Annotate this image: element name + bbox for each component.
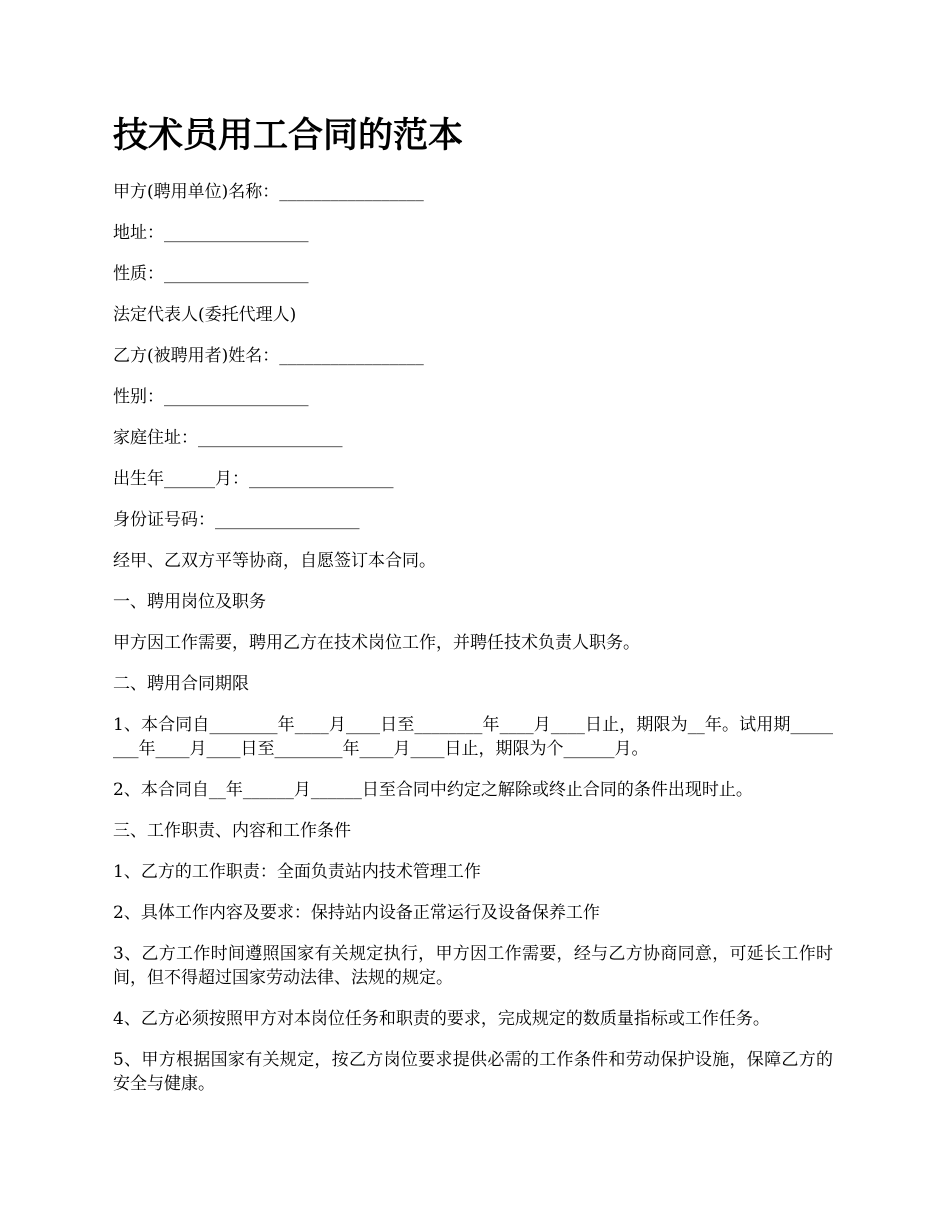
party-b-name: 乙方(被聘用者)姓名：_________________ [113, 346, 424, 366]
section-heading-2: 二、聘用合同期限 [113, 674, 249, 694]
section-3-clause-5: 5、甲方根据国家有关规定，按乙方岗位要求提供必需的工作条件和劳动保护设施，保障乙方的安全与健康。 [113, 1050, 833, 1094]
legal-representative: 法定代表人(委托代理人) [113, 305, 297, 325]
section-3-clause-1: 1、乙方的工作职责：全面负责站内技术管理工作 [113, 862, 481, 882]
party-b-id-number: 身份证号码：_________________ [113, 510, 360, 530]
section-2-clause-1: 1、本合同自________年____月____日至________年____月____日止，期限为__年。试用期________年____月____日至________年____月____日止，期限为个______月。 [113, 715, 833, 759]
section-heading-1: 一、聘用岗位及职务 [113, 592, 266, 612]
party-a-address: 地址：_________________ [113, 223, 309, 243]
section-2-clause-2: 2、本合同自__年______月______日至合同中约定之解除或终止合同的条件出现时止。 [113, 780, 753, 800]
section-heading-3: 三、工作职责、内容和工作条件 [113, 821, 351, 841]
section-1-body: 甲方因工作需要，聘用乙方在技术岗位工作，并聘任技术负责人职务。 [113, 633, 640, 653]
agreement-intro: 经甲、乙双方平等协商，自愿签订本合同。 [113, 551, 436, 571]
party-a-name: 甲方(聘用单位)名称：_________________ [113, 182, 424, 202]
party-b-birth: 出生年______月：_________________ [113, 469, 394, 489]
document-title: 技术员用工合同的范本 [113, 115, 464, 156]
section-3-clause-3: 3、乙方工作时间遵照国家有关规定执行，甲方因工作需要，经与乙方协商同意，可延长工作时间，但不得超过国家劳动法律、法规的规定。 [113, 944, 833, 988]
party-b-home-address: 家庭住址：_________________ [113, 428, 343, 448]
party-a-nature: 性质：_________________ [113, 264, 309, 284]
section-3-clause-2: 2、具体工作内容及要求：保持站内设备正常运行及设备保养工作 [113, 903, 600, 923]
section-3-clause-4: 4、乙方必须按照甲方对本岗位任务和职责的要求，完成规定的数质量指标或工作任务。 [113, 1009, 770, 1029]
document-page [113, 112, 833, 1113]
party-b-gender: 性别：_________________ [113, 387, 309, 407]
